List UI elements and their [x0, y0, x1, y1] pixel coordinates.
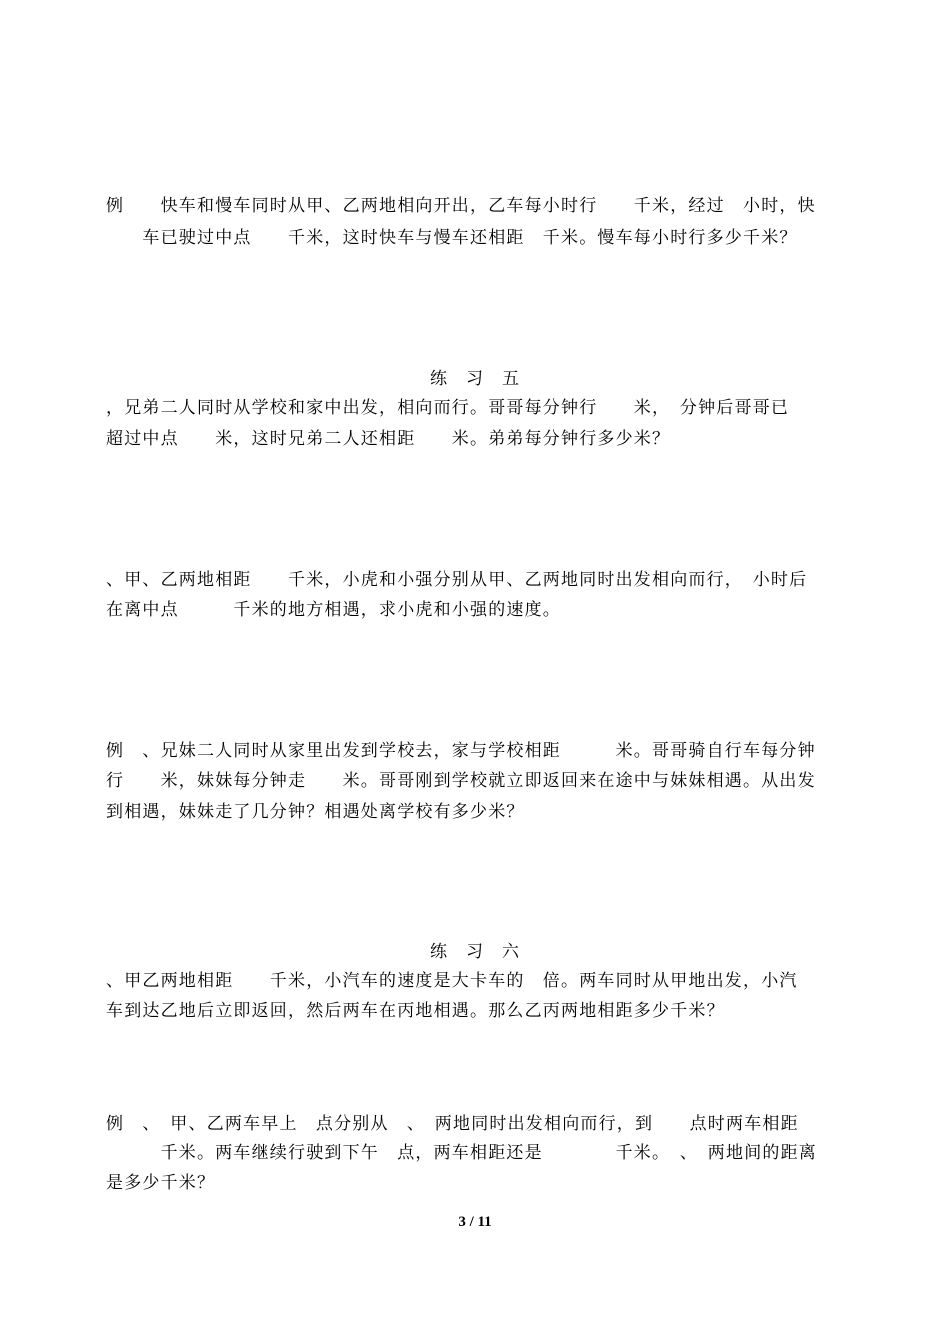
- exercise-5-problem-2-line-2: 在离中点 千米的地方相遇，求小虎和小强的速度。: [106, 600, 561, 620]
- exercise-5-heading: 练 习 五: [430, 369, 520, 389]
- example-3-line-1: 例 、 甲、乙两车早上 点分别从 、 两地同时出发相向而行，到 点时两车相距: [106, 1114, 799, 1134]
- page-number: 3 / 11: [458, 1214, 492, 1230]
- example-1-line-2: 车已驶过中点 千米，这时快车与慢车还相距 千米。慢车每小时行多少千米？: [106, 228, 798, 248]
- exercise-6-heading: 练 习 六: [430, 942, 520, 962]
- exercise-5-problem-1-line-2: 超过中点 米，这时兄弟二人还相距 米。弟弟每分钟行多少米？: [106, 429, 671, 449]
- example-2-line-1: 例 、兄妹二人同时从家里出发到学校去，家与学校相距 米。哥哥骑自行车每分钟: [106, 741, 816, 761]
- example-2-line-2: 行 米，妹妹每分钟走 米。哥哥刚到学校就立即返回来在途中与妹妹相遇。从出发: [106, 771, 816, 791]
- example-1-line-1: 例 快车和慢车同时从甲、乙两地相向开出，乙车每小时行 千米，经过 小时，快: [106, 196, 816, 216]
- example-3-line-3: 是多少千米？: [106, 1173, 216, 1193]
- exercise-6-problem-1-line-1: 、甲乙两地相距 千米，小汽车的速度是大卡车的 倍。两车同时从甲地出发，小汽: [106, 971, 798, 991]
- example-3-line-2: 千米。两车继续行驶到下午 点，两车相距还是 千米。 、 两地间的距离: [106, 1143, 817, 1163]
- example-2-line-3: 到相遇，妹妹走了几分钟？相遇处离学校有多少米？: [106, 802, 525, 822]
- exercise-5-problem-1-line-1: ，兄弟二人同时从学校和家中出发，相向而行。哥哥每分钟行 米， 分钟后哥哥已: [106, 398, 790, 418]
- exercise-5-problem-2-line-1: 、甲、乙两地相距 千米，小虎和小强分别从甲、乙两地同时出发相向而行， 小时后: [106, 570, 808, 590]
- exercise-6-problem-1-line-2: 车到达乙地后立即返回，然后两车在丙地相遇。那么乙丙两地相距多少千米？: [106, 1001, 725, 1021]
